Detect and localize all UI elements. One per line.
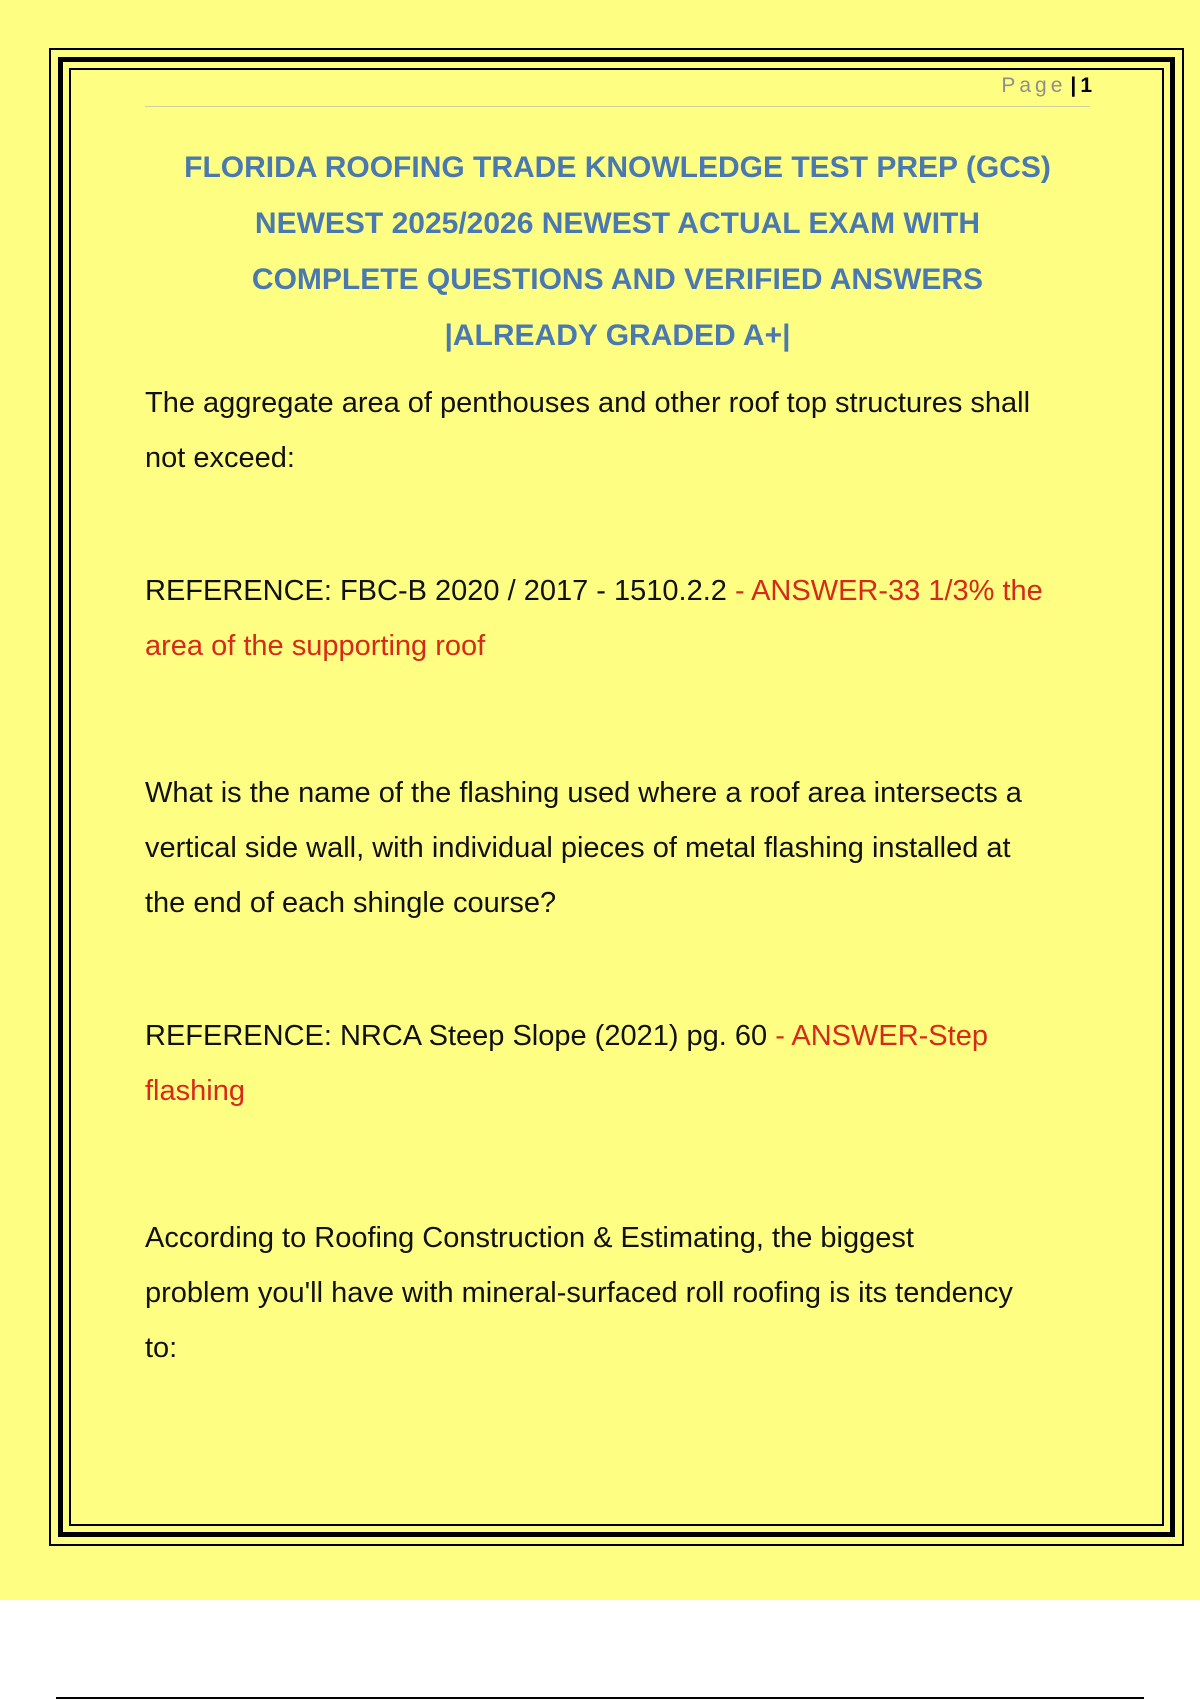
- question-2: What is the name of the flashing used where a roof area intersects a vertical side wall, with individual pieces of metal flashing installed at the end of each shingle course?: [145, 777, 1022, 919]
- title-line-3: COMPLETE QUESTIONS AND VERIFIED ANSWERS: [251, 263, 984, 296]
- qa-content: [145, 376, 1095, 1376]
- page-number-header: [1001, 74, 1092, 98]
- question-3: According to Roofing Construction & Estimating, the biggest problem you'll have with mineral-surfaced roll roofing is its tendency to:: [145, 1222, 1013, 1364]
- reference-2: REFERENCE: NRCA Steep Slope (2021) pg. 60: [145, 1020, 768, 1052]
- title-line-4: |ALREADY GRADED A+|: [444, 319, 791, 352]
- footer-rule: [56, 1697, 1144, 1699]
- answer-block-2: [145, 1009, 1095, 1119]
- page-word: Page: [1001, 74, 1067, 97]
- reference-1: REFERENCE: FBC-B 2020 / 2017 - 1510.2.2: [145, 575, 727, 607]
- header-rule: [145, 106, 1090, 107]
- answer-2: - ANSWER-Step flashing: [145, 1020, 988, 1107]
- page-number: 1: [1080, 74, 1092, 97]
- question-1: The aggregate area of penthouses and other roof top structures shall not exceed:: [145, 387, 1031, 474]
- title-line-2: NEWEST 2025/2026 NEWEST ACTUAL EXAM WITH: [254, 207, 981, 240]
- answer-1: - ANSWER-33 1/3% the area of the supporting roof: [145, 575, 1043, 662]
- answer-block-1: [145, 564, 1095, 674]
- document-title: [130, 140, 1105, 364]
- page-separator: |: [1070, 74, 1077, 97]
- title-line-1: FLORIDA ROOFING TRADE KNOWLEDGE TEST PREP (GCS): [184, 151, 1051, 184]
